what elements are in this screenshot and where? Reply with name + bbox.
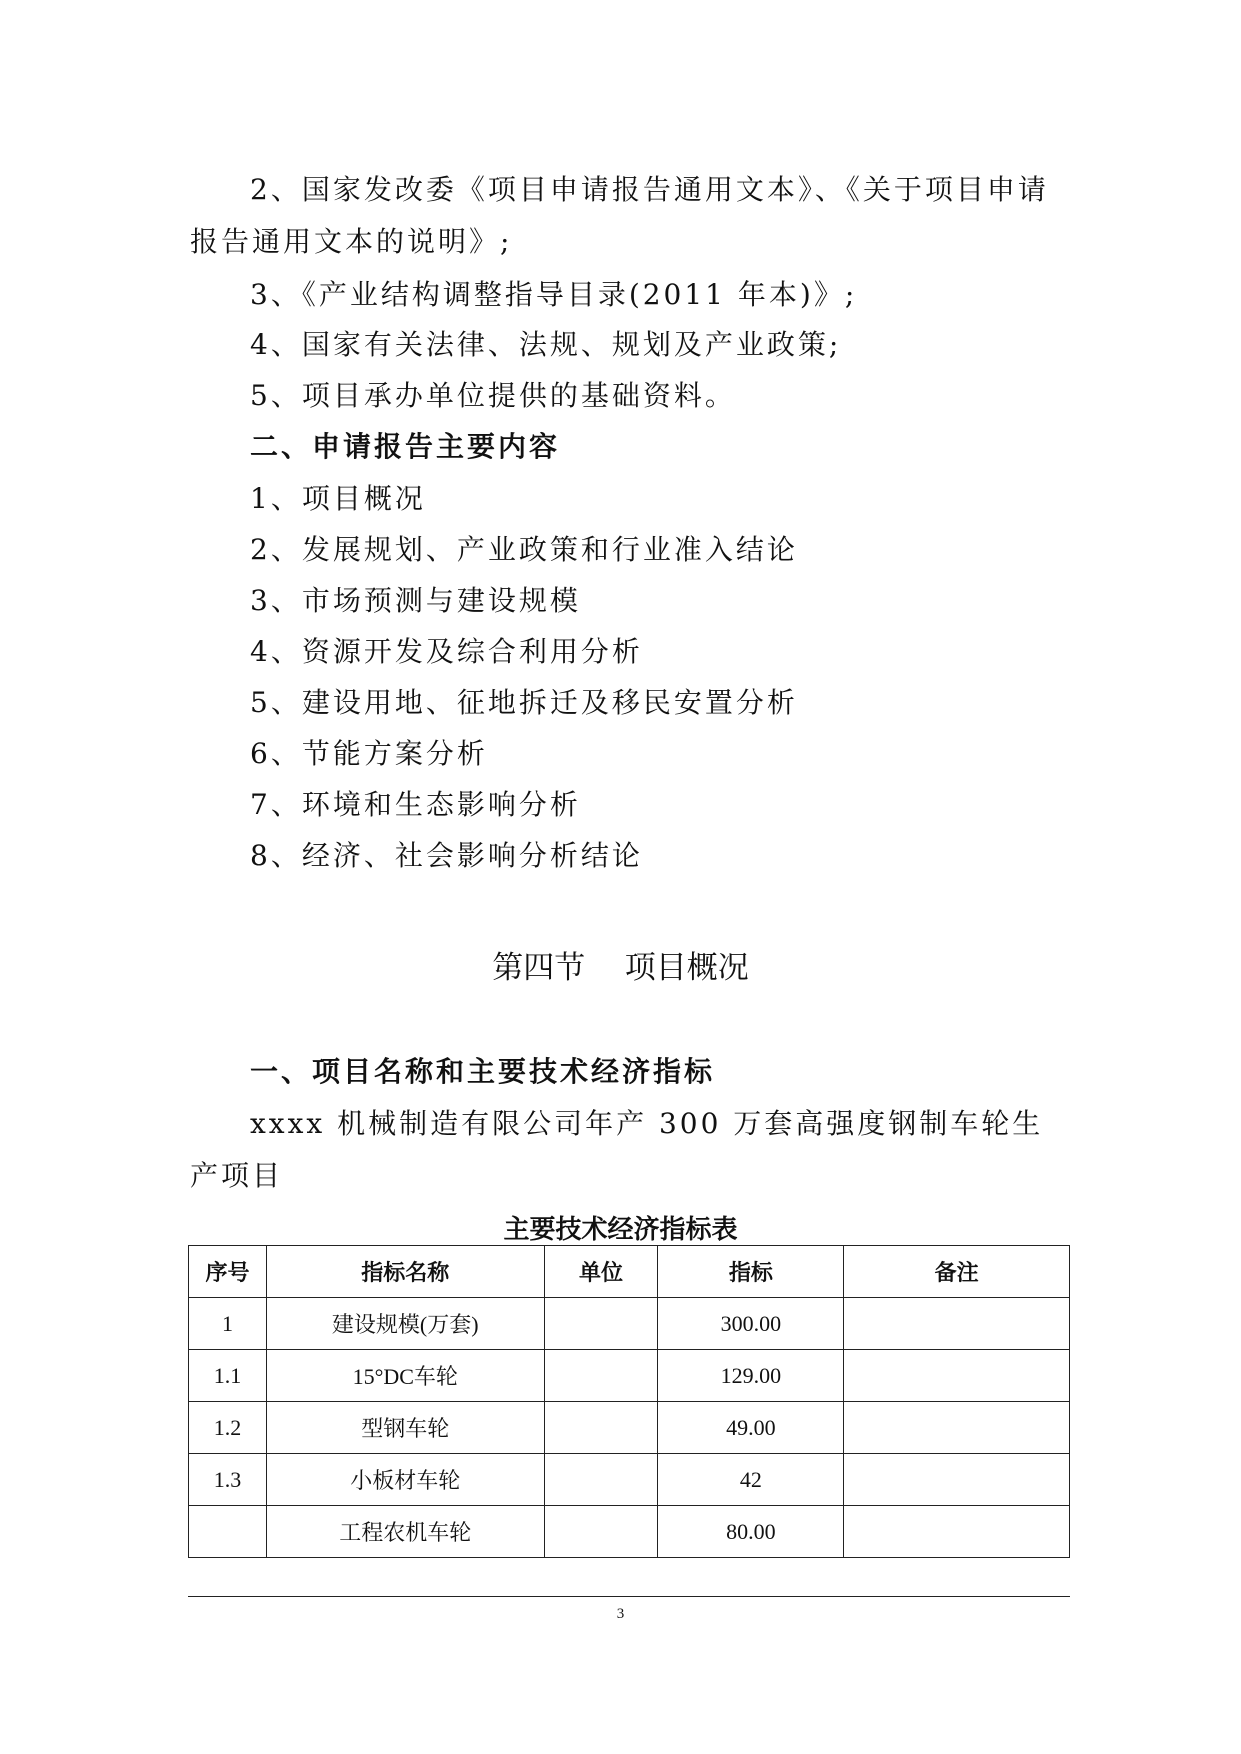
section-title: 第四节 项目概况: [492, 950, 749, 986]
cell-unit: [544, 1298, 658, 1350]
cell-indicator-value: 80.00: [658, 1506, 844, 1558]
cell-remarks: [844, 1402, 1070, 1454]
cell-remarks: [844, 1298, 1070, 1350]
cell-indicator-name: 工程农机车轮: [266, 1506, 544, 1558]
table-row: [189, 1402, 1070, 1454]
cell-indicator-name: 型钢车轮: [266, 1402, 544, 1454]
header-indicator-value: 指标: [658, 1246, 844, 1298]
cell-remarks: [844, 1454, 1070, 1506]
cell-indicator-name: 小板材车轮: [266, 1454, 544, 1506]
table-row: [189, 1454, 1070, 1506]
cell-index: 1.3: [189, 1454, 267, 1506]
cell-unit: [544, 1350, 658, 1402]
table-row: [189, 1506, 1070, 1558]
cell-index: [189, 1506, 267, 1558]
cell-unit: [544, 1454, 658, 1506]
project-heading: 一、项目名称和主要技术经济指标: [250, 1055, 716, 1088]
cell-indicator-value: 49.00: [658, 1402, 844, 1454]
contents-item: 1、项目概况: [250, 482, 426, 515]
reference-item-2-line1: 2、国家发改委《项目申请报告通用文本》、《关于项目申请: [250, 173, 1049, 206]
table-header-row: [189, 1246, 1070, 1298]
contents-item: 2、发展规划、产业政策和行业准入结论: [250, 533, 798, 566]
cell-indicator-name: 建设规模(万套): [266, 1298, 544, 1350]
footer-divider: [188, 1596, 1070, 1597]
reference-item-3: 3、《产业结构调整指导目录(2011 年本)》;: [250, 278, 858, 311]
header-remarks: 备注: [844, 1246, 1070, 1298]
page-number: 3: [616, 1606, 625, 1622]
contents-item: 5、建设用地、征地拆迁及移民安置分析: [250, 686, 798, 719]
header-index: 序号: [189, 1246, 267, 1298]
reference-item-4: 4、国家有关法律、法规、规划及产业政策;: [250, 328, 842, 361]
contents-heading: 二、申请报告主要内容: [250, 430, 561, 463]
cell-unit: [544, 1402, 658, 1454]
contents-item: 4、资源开发及综合利用分析: [250, 635, 643, 668]
cell-indicator-value: 42: [658, 1454, 844, 1506]
cell-remarks: [844, 1506, 1070, 1558]
cell-index: 1: [189, 1298, 267, 1350]
table-row: [189, 1350, 1070, 1402]
reference-item-2: [190, 164, 1070, 268]
table-row: [189, 1298, 1070, 1350]
table-title: 主要技术经济指标表: [503, 1215, 738, 1245]
cell-remarks: [844, 1350, 1070, 1402]
header-unit: 单位: [544, 1246, 658, 1298]
cell-indicator-name: 15°DC车轮: [266, 1350, 544, 1402]
cell-index: 1.2: [189, 1402, 267, 1454]
cell-index: 1.1: [189, 1350, 267, 1402]
cell-unit: [544, 1506, 658, 1558]
contents-item: 8、经济、社会影响分析结论: [250, 839, 643, 872]
contents-item: 6、节能方案分析: [250, 737, 488, 770]
cell-indicator-value: 129.00: [658, 1350, 844, 1402]
indicator-table: [188, 1245, 1070, 1558]
header-indicator-name: 指标名称: [266, 1246, 544, 1298]
project-name: xxxx 机械制造有限公司年产 300 万套高强度钢制车轮生产项目: [190, 1107, 1044, 1192]
cell-indicator-value: 300.00: [658, 1298, 844, 1350]
contents-item: 7、环境和生态影响分析: [250, 788, 581, 821]
contents-item: 3、市场预测与建设规模: [250, 584, 581, 617]
reference-item-2-line2: 报告通用文本的说明》;: [190, 225, 513, 258]
reference-item-5: 5、项目承办单位提供的基础资料。: [250, 379, 736, 412]
